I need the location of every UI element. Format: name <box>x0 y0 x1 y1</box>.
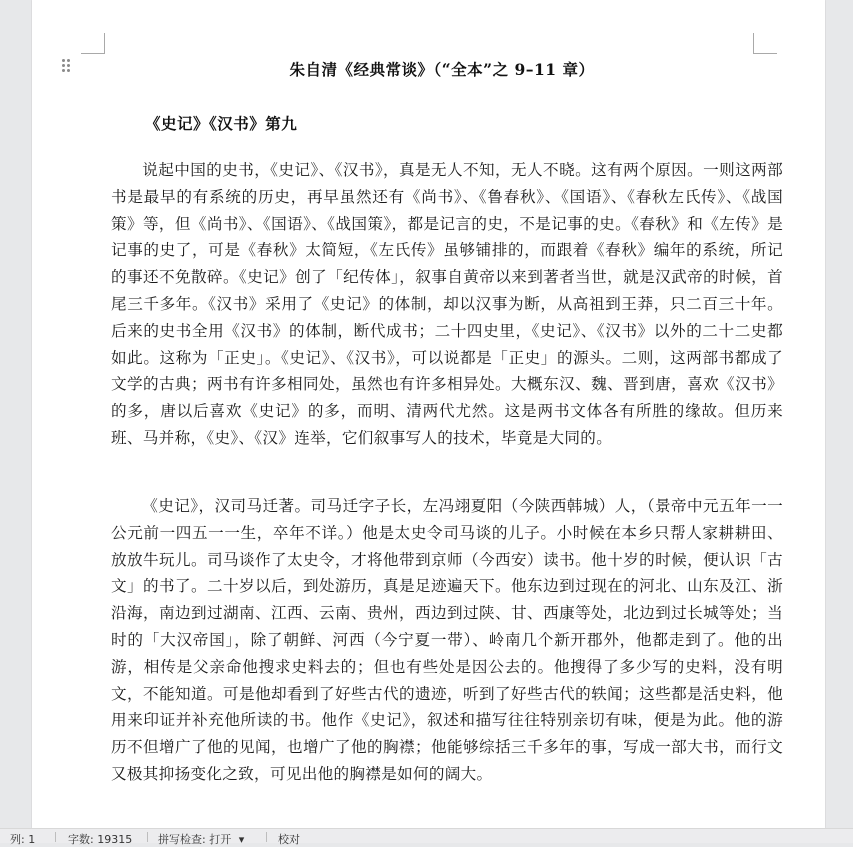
body-paragraph[interactable]: 《史记》，汉司马迁著。司马迁字子长，左冯翊夏阳（今陕西韩城）人，（景帝中元五年一一公元前一四五一一生，卒年不详。）他是太史令司马谈的儿子。小时候在本乡只帮人家耕耕田、放放牛玩儿。司马谈作了太史令，才将他带到京师（今西安）读书。他十岁的时候，便认识「古文」的书了。二十岁以后，到处游历，真是足迹遍天下。他东边到过现在的河北、山东及江、浙沿海，南边到过湖南、江西、云南、贵州，西边到过陕、甘、西康等处，北边到过长城等处；当时的「大汉帝国」，除了朝鲜、河西（今宁夏一带）、岭南几个新开郡外，他都走到了。他的出游，相传是父亲命他搜求史料去的；但也有些处是因公去的。他搜得了多少写的史料，没有明文，不能知道。可是他却看到了好些古代的遗迹，听到了好些古代的轶闻；这些都是活史料，他用来印证并补充他所读的书。他作《史记》，叙述和描写往往特别亲切有味，便是为此。他的游历不但增广了他的见闻，也增广了他的胸襟；他能够综括三千多年的事，写成一部大书，而行文又极其抑扬变化之致，可见出他的胸襟是如何的阔大。 <box>111 497 783 783</box>
status-divider <box>266 832 267 842</box>
chapter-heading[interactable]: 《史记》《汉书》第九 <box>145 114 298 133</box>
chevron-down-icon: ▾ <box>238 833 245 846</box>
drag-handle-icon[interactable] <box>62 59 72 75</box>
body-paragraph[interactable]: 说起中国的史书，《史记》、《汉书》，真是无人不知，无人不晓。这有两个原因。一则这两部书是最早的有系统的历史，再早虽然还有《尚书》、《鲁春秋》、《国语》、《春秋左氏传》、《战国策》等，但《尚书》、《国语》、《战国策》，都是记言的史，不是记事的史。《春秋》和《左传》是记事的史了，可是《春秋》太简短，《左氏传》虽够铺排的，而跟着《春秋》编年的系统，所记的事还不免散碎。《史记》创了「纪传体」，叙事自黄帝以来到著者当世，就是汉武帝的时候，首尾三千多年。《汉书》采用了《史记》的体制，却以汉事为断，从高祖到王莽，只二百三十年。后来的史书全用《汉书》的体制，断代成书；二十四史里，《史记》、《汉书》以外的二十二史都如此。这称为「正史」。《史记》、《汉书》，可以说都是「正史」的源头。二则，这两部书都成了文学的古典；两书有许多相同处，虽然也有许多相异处。大概东汉、魏、晋到唐，喜欢《汉书》的多，唐以后喜欢《史记》的多，而明、清两代尤然。这是两书文体各有所胜的缘故。但历来班、马并称，《史》、《汉》连举，它们叙事写人的技术，毕竟是大同的。 <box>111 161 783 447</box>
spell-check-label: 拼写检查: 打开 <box>158 833 232 846</box>
proofread-button[interactable]: 校对 <box>278 833 300 846</box>
margin-corner-top-left <box>81 33 105 54</box>
document-page[interactable] <box>32 0 825 828</box>
status-divider <box>147 832 148 842</box>
spell-check-toggle[interactable] <box>158 831 244 847</box>
document-title[interactable]: 朱自清《经典常谈》（“全本”之 9–11 章） <box>289 60 595 79</box>
column-indicator[interactable]: 列: 1 <box>10 833 36 846</box>
status-bar <box>0 828 853 846</box>
word-count[interactable]: 字数: 19315 <box>68 833 133 846</box>
margin-corner-top-right <box>753 33 777 54</box>
status-divider <box>55 832 56 842</box>
